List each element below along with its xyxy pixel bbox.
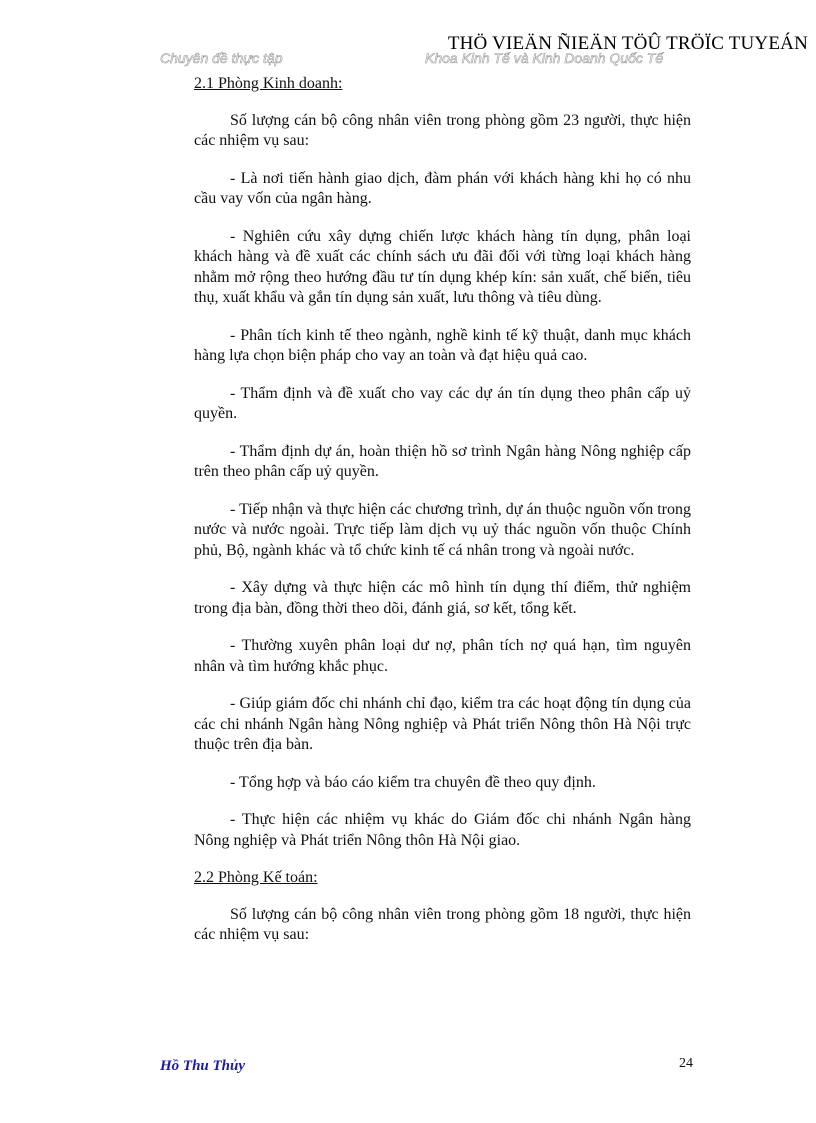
paragraph: - Giúp giám đốc chi nhánh chỉ đạo, kiểm tra các hoạt động tín dụng của các chi nhánh Ngân hàng Nông nghiệp và Phát triển Nông thôn Hà Nội trực thuộc trên địa bàn.: [194, 695, 691, 753]
paragraph: - Thẩm định dự án, hoàn thiện hồ sơ trình Ngân hàng Nông nghiệp cấp trên theo phân cấp uỷ quyền.: [194, 442, 691, 480]
paragraph: - Xây dựng và thực hiện các mô hình tín dụng thí điểm, thử nghiệm trong địa bàn, đồng thời theo dõi, đánh giá, sơ kết, tổng kết.: [194, 579, 691, 617]
paragraph: - Thẩm định và đề xuất cho vay các dự án tín dụng theo phân cấp uỷ quyền.: [194, 384, 691, 422]
document-body: [194, 74, 691, 963]
watermark-text: THÖ VIEÄN ÑIEÄN TÖÛ TRÖÏC TUYEÁN: [447, 33, 808, 54]
section-title-ke-toan: 2.2 Phòng Kế toán:: [194, 869, 318, 886]
paragraph: - Thực hiện các nhiệm vụ khác do Giám đốc chi nhánh Ngân hàng Nông nghiệp và Phát triển Nông thôn Hà Nội giao.: [194, 811, 691, 849]
paragraph: - Phân tích kinh tế theo ngành, nghề kinh tế kỹ thuật, danh mục khách hàng lựa chọn biện pháp cho vay an toàn và đạt hiệu quả cao.: [194, 326, 691, 364]
paragraph: Số lượng cán bộ công nhân viên trong phòng gồm 23 người, thực hiện các nhiệm vụ sau:: [194, 111, 691, 149]
page-number: 24: [679, 1056, 693, 1071]
paragraph: - Thường xuyên phân loại dư nợ, phân tích nợ quá hạn, tìm nguyên nhân và tìm hướng khắc phục.: [194, 637, 691, 675]
header-left-text: Chuyên đề thực tập: [160, 50, 283, 66]
paragraph: - Tiếp nhận và thực hiện các chương trình, dự án thuộc nguồn vốn trong nước và nước ngoài. Trực tiếp làm dịch vụ uỷ thác nguồn vốn thuộc Chính phủ, Bộ, ngành khác và tổ chức kinh tế cá nhân trong và ngoài nước.: [194, 500, 691, 559]
section-title-kinh-doanh: 2.1 Phòng Kinh doanh:: [194, 75, 343, 92]
footer-author: Hồ Thu Thủy: [160, 1058, 246, 1074]
paragraph: - Nghiên cứu xây dựng chiến lược khách hàng tín dụng, phân loại khách hàng và đề xuất các chính sách ưu đãi đối với từng loại khách hàng nhằm mở rộng theo hướng đầu tư tín dụng khép kín: sản xuất, chế biến, tiêu thụ, xuất khẩu và gắn tín dụng sản xuất, lưu thông và tiêu dùng.: [194, 227, 691, 306]
paragraph: - Là nơi tiến hành giao dịch, đàm phán với khách hàng khi họ có nhu cầu vay vốn của ngân hàng.: [194, 169, 691, 207]
paragraph: Số lượng cán bộ công nhân viên trong phòng gồm 18 người, thực hiện các nhiệm vụ sau:: [194, 905, 691, 943]
paragraph: - Tổng hợp và báo cáo kiểm tra chuyên đề theo quy định.: [230, 773, 596, 791]
header-right-text: Khoa Kinh Tế và Kinh Doanh Quốc Tế: [425, 50, 664, 66]
